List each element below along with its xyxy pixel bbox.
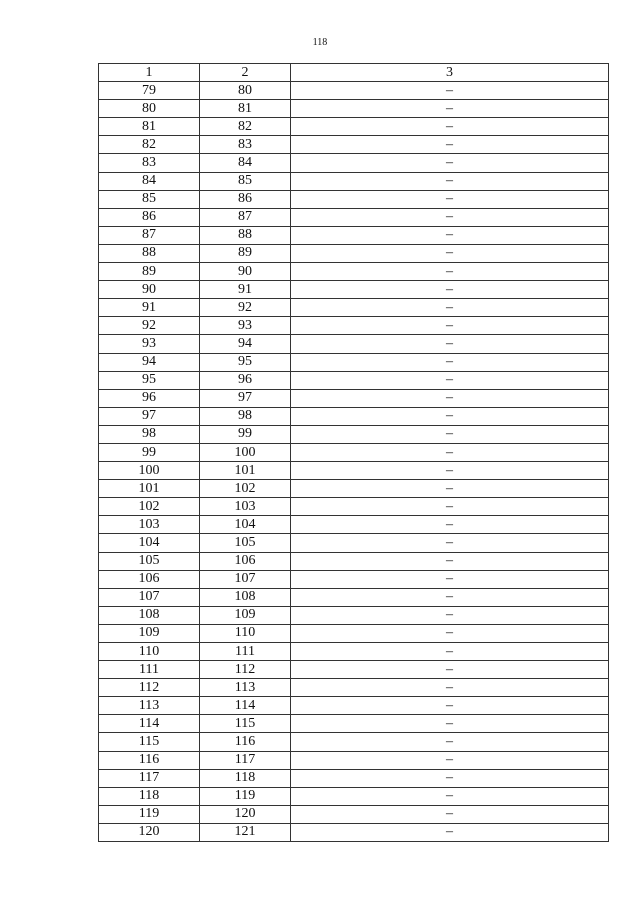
table-cell-col-2: 119: [200, 787, 291, 805]
table-row: [99, 516, 609, 534]
table-cell-col-2: 89: [200, 244, 291, 262]
page-number: 118: [312, 37, 328, 48]
table-cell-col-2: 90: [200, 263, 291, 281]
table-cell-col-1: 93: [99, 335, 200, 353]
table-row: [99, 335, 609, 353]
table-cell-col-2: 108: [200, 588, 291, 606]
table-cell-col-3: –: [291, 498, 609, 516]
table-cell-col-1: 111: [99, 661, 200, 679]
table-cell-col-2: 120: [200, 805, 291, 823]
table-cell-col-1: 108: [99, 606, 200, 624]
table-row: [99, 480, 609, 498]
table-row: [99, 263, 609, 281]
table-row: [99, 299, 609, 317]
table-cell-col-3: –: [291, 353, 609, 371]
table-cell-col-2: 102: [200, 480, 291, 498]
table-cell-col-2: 98: [200, 407, 291, 425]
table-cell-col-1: 82: [99, 136, 200, 154]
column-header-1: 1: [99, 64, 200, 82]
table-cell-col-2: 83: [200, 136, 291, 154]
table-cell-col-3: –: [291, 82, 609, 100]
table-cell-col-3: –: [291, 244, 609, 262]
table-row: [99, 82, 609, 100]
table-cell-col-2: 92: [200, 299, 291, 317]
table-row: [99, 371, 609, 389]
table-cell-col-3: –: [291, 100, 609, 118]
table-cell-col-1: 110: [99, 643, 200, 661]
table-cell-col-1: 104: [99, 534, 200, 552]
table-cell-col-1: 105: [99, 552, 200, 570]
table-cell-col-1: 114: [99, 715, 200, 733]
table-cell-col-3: –: [291, 208, 609, 226]
table-cell-col-3: –: [291, 823, 609, 841]
table-cell-col-1: 103: [99, 516, 200, 534]
table-cell-col-1: 80: [99, 100, 200, 118]
table-row: [99, 208, 609, 226]
table-row: [99, 534, 609, 552]
table-cell-col-3: –: [291, 317, 609, 335]
column-header-2: 2: [200, 64, 291, 82]
table-row: [99, 697, 609, 715]
table-cell-col-3: –: [291, 407, 609, 425]
table-cell-col-3: –: [291, 371, 609, 389]
table-row: [99, 624, 609, 642]
table-row: [99, 552, 609, 570]
table-cell-col-3: –: [291, 263, 609, 281]
table-row: [99, 244, 609, 262]
table-cell-col-2: 113: [200, 679, 291, 697]
table-cell-col-2: 96: [200, 371, 291, 389]
table-cell-col-2: 117: [200, 751, 291, 769]
table-row: [99, 462, 609, 480]
table-cell-col-1: 97: [99, 407, 200, 425]
table-cell-col-1: 86: [99, 208, 200, 226]
table-row: [99, 679, 609, 697]
table-cell-col-2: 91: [200, 281, 291, 299]
table-cell-col-2: 121: [200, 823, 291, 841]
table-row: [99, 389, 609, 407]
table-cell-col-1: 87: [99, 226, 200, 244]
table-cell-col-3: –: [291, 715, 609, 733]
table-row: [99, 787, 609, 805]
table-cell-col-2: 100: [200, 443, 291, 461]
table-cell-col-2: 99: [200, 425, 291, 443]
table-row: [99, 443, 609, 461]
table-cell-col-1: 79: [99, 82, 200, 100]
table-cell-col-3: –: [291, 606, 609, 624]
table-cell-col-1: 81: [99, 118, 200, 136]
table-cell-col-3: –: [291, 624, 609, 642]
table-cell-col-3: –: [291, 805, 609, 823]
table-cell-col-2: 80: [200, 82, 291, 100]
table-cell-col-1: 100: [99, 462, 200, 480]
column-header-3: 3: [291, 64, 609, 82]
table-cell-col-3: –: [291, 335, 609, 353]
table-row: [99, 226, 609, 244]
table-cell-col-1: 96: [99, 389, 200, 407]
table-cell-col-3: –: [291, 769, 609, 787]
table-row: [99, 751, 609, 769]
table-cell-col-2: 109: [200, 606, 291, 624]
table-cell-col-3: –: [291, 118, 609, 136]
table-cell-col-1: 115: [99, 733, 200, 751]
table-cell-col-3: –: [291, 226, 609, 244]
table-cell-col-2: 115: [200, 715, 291, 733]
table-row: [99, 317, 609, 335]
table-cell-col-2: 85: [200, 172, 291, 190]
table-cell-col-3: –: [291, 570, 609, 588]
table-cell-col-2: 88: [200, 226, 291, 244]
table-cell-col-2: 94: [200, 335, 291, 353]
table-cell-col-2: 97: [200, 389, 291, 407]
table-cell-col-1: 113: [99, 697, 200, 715]
table-cell-col-3: –: [291, 534, 609, 552]
table-cell-col-3: –: [291, 443, 609, 461]
table-cell-col-3: –: [291, 462, 609, 480]
table-cell-col-2: 93: [200, 317, 291, 335]
table-cell-col-1: 118: [99, 787, 200, 805]
table-cell-col-1: 112: [99, 679, 200, 697]
table-row: [99, 588, 609, 606]
table-row: [99, 823, 609, 841]
table-cell-col-3: –: [291, 679, 609, 697]
table-cell-col-2: 103: [200, 498, 291, 516]
table-cell-col-1: 107: [99, 588, 200, 606]
header-row: [99, 64, 609, 82]
table-row: [99, 136, 609, 154]
table-row: [99, 661, 609, 679]
table-cell-col-3: –: [291, 733, 609, 751]
table-cell-col-1: 109: [99, 624, 200, 642]
table-cell-col-2: 118: [200, 769, 291, 787]
table-cell-col-2: 81: [200, 100, 291, 118]
table-cell-col-2: 95: [200, 353, 291, 371]
table-row: [99, 570, 609, 588]
table-row: [99, 281, 609, 299]
table-cell-col-1: 99: [99, 443, 200, 461]
table-row: [99, 118, 609, 136]
table-cell-col-2: 104: [200, 516, 291, 534]
table-cell-col-1: 92: [99, 317, 200, 335]
table-cell-col-1: 88: [99, 244, 200, 262]
table-cell-col-1: 95: [99, 371, 200, 389]
table-cell-col-3: –: [291, 136, 609, 154]
table-cell-col-2: 86: [200, 190, 291, 208]
table-cell-col-1: 91: [99, 299, 200, 317]
table-body: [99, 82, 609, 842]
table-cell-col-3: –: [291, 643, 609, 661]
table-cell-col-3: –: [291, 751, 609, 769]
table-cell-col-1: 101: [99, 480, 200, 498]
table-cell-col-1: 119: [99, 805, 200, 823]
table-cell-col-2: 112: [200, 661, 291, 679]
table-cell-col-2: 116: [200, 733, 291, 751]
table-cell-col-2: 84: [200, 154, 291, 172]
table-cell-col-2: 101: [200, 462, 291, 480]
table-cell-col-3: –: [291, 516, 609, 534]
table-cell-col-3: –: [291, 697, 609, 715]
table-cell-col-1: 85: [99, 190, 200, 208]
table-cell-col-3: –: [291, 154, 609, 172]
table-cell-col-3: –: [291, 389, 609, 407]
table-row: [99, 172, 609, 190]
table-cell-col-1: 90: [99, 281, 200, 299]
table-cell-col-1: 98: [99, 425, 200, 443]
table-cell-col-1: 106: [99, 570, 200, 588]
table-cell-col-1: 89: [99, 263, 200, 281]
table-row: [99, 715, 609, 733]
table-cell-col-2: 87: [200, 208, 291, 226]
table-cell-col-3: –: [291, 787, 609, 805]
table-row: [99, 498, 609, 516]
table-cell-col-3: –: [291, 588, 609, 606]
table-row: [99, 643, 609, 661]
table-cell-col-3: –: [291, 552, 609, 570]
table-cell-col-1: 116: [99, 751, 200, 769]
table-cell-col-3: –: [291, 190, 609, 208]
table-cell-col-2: 111: [200, 643, 291, 661]
table-row: [99, 733, 609, 751]
table-cell-col-2: 106: [200, 552, 291, 570]
data-table: [98, 63, 609, 842]
table-cell-col-1: 117: [99, 769, 200, 787]
table-cell-col-3: –: [291, 425, 609, 443]
table-row: [99, 100, 609, 118]
table-cell-col-2: 105: [200, 534, 291, 552]
table-cell-col-3: –: [291, 661, 609, 679]
table-cell-col-2: 107: [200, 570, 291, 588]
table-row: [99, 154, 609, 172]
table-cell-col-1: 102: [99, 498, 200, 516]
table-cell-col-3: –: [291, 281, 609, 299]
table-row: [99, 769, 609, 787]
table-row: [99, 425, 609, 443]
table-row: [99, 407, 609, 425]
table-row: [99, 353, 609, 371]
table-row: [99, 606, 609, 624]
table-cell-col-2: 110: [200, 624, 291, 642]
table-cell-col-3: –: [291, 480, 609, 498]
table-cell-col-3: –: [291, 172, 609, 190]
table-cell-col-3: –: [291, 299, 609, 317]
table-cell-col-1: 84: [99, 172, 200, 190]
table-cell-col-2: 82: [200, 118, 291, 136]
table-cell-col-1: 83: [99, 154, 200, 172]
table-cell-col-1: 120: [99, 823, 200, 841]
table-row: [99, 190, 609, 208]
table-cell-col-1: 94: [99, 353, 200, 371]
table-cell-col-2: 114: [200, 697, 291, 715]
table-row: [99, 805, 609, 823]
